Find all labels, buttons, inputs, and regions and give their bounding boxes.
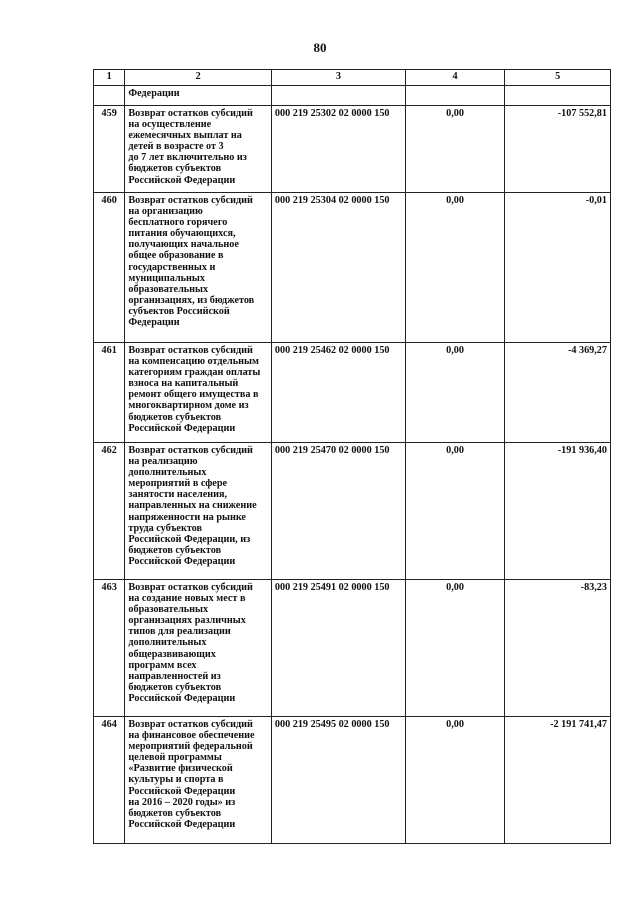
row-col5-cell: -107 552,81 xyxy=(505,106,611,193)
row-col5-cell: -83,23 xyxy=(505,580,611,717)
row-col5-cell: -0,01 xyxy=(505,193,611,343)
row-name-cell: Возврат остатков субсидий на реализацию дополнительных мероприятий в сфере занятости населения, направленных на снижение напряженности на рынке труда субъектов Российской Федерации, из бюджетов субъектов Российской Федерации xyxy=(125,443,272,580)
row-code-cell: 000 219 25304 02 0000 150 xyxy=(271,193,405,343)
row-name-cell: Возврат остатков субсидий на финансовое обеспечение мероприятий федеральной целевой программы «Развитие физической культуры и спорта в Российской Федерации на 2016 – 2020 годы» из бюджетов субъектов Российской Федерации xyxy=(125,717,272,844)
budget-table xyxy=(93,69,611,844)
table-row xyxy=(94,106,611,193)
row-name-cell: Возврат остатков субсидий на создание новых мест в образовательных организациях различных типов для реализации дополнительных общеразвивающих программ всех направленностей из бюджетов субъектов Российской Федерации xyxy=(125,580,272,717)
row-col5-cell: -191 936,40 xyxy=(505,443,611,580)
table-row xyxy=(94,580,611,717)
row-number-cell: 461 xyxy=(94,343,125,443)
header-cell-2: 2 xyxy=(125,70,272,86)
continuation-row xyxy=(94,86,611,106)
continuation-col4-cell xyxy=(405,86,504,106)
row-code-cell: 000 219 25491 02 0000 150 xyxy=(271,580,405,717)
page-number: 80 xyxy=(313,40,327,55)
header-cell-3: 3 xyxy=(271,70,405,86)
row-code-cell: 000 219 25462 02 0000 150 xyxy=(271,343,405,443)
row-col4-cell: 0,00 xyxy=(405,106,504,193)
row-number-cell: 460 xyxy=(94,193,125,343)
row-code-cell: 000 219 25470 02 0000 150 xyxy=(271,443,405,580)
header-cell-1: 1 xyxy=(94,70,125,86)
continuation-code-cell xyxy=(271,86,405,106)
row-col4-cell: 0,00 xyxy=(405,193,504,343)
row-col4-cell: 0,00 xyxy=(405,580,504,717)
row-code-cell: 000 219 25495 02 0000 150 xyxy=(271,717,405,844)
table-row xyxy=(94,193,611,343)
continuation-num-cell xyxy=(94,86,125,106)
row-col5-cell: -4 369,27 xyxy=(505,343,611,443)
row-name-cell: Возврат остатков субсидий на организацию бесплатного горячего питания обучающихся, получающих начальное общее образование в государственных и муниципальных образовательных организациях, из бюджетов субъектов Российской Федерации xyxy=(125,193,272,343)
continuation-col5-cell xyxy=(505,86,611,106)
row-col4-cell: 0,00 xyxy=(405,443,504,580)
row-col4-cell: 0,00 xyxy=(405,343,504,443)
header-cell-5: 5 xyxy=(505,70,611,86)
row-name-cell: Возврат остатков субсидий на компенсацию отдельным категориям граждан оплаты взноса на капитальный ремонт общего имущества в многоквартирном доме из бюджетов субъектов Российской Федерации xyxy=(125,343,272,443)
row-number-cell: 459 xyxy=(94,106,125,193)
row-col4-cell: 0,00 xyxy=(405,717,504,844)
row-name-cell: Возврат остатков субсидий на осуществление ежемесячных выплат на детей в возрасте от 3 до 7 лет включительно из бюджетов субъектов Российской Федерации xyxy=(125,106,272,193)
row-col5-cell: -2 191 741,47 xyxy=(505,717,611,844)
header-cell-4: 4 xyxy=(405,70,504,86)
table-row xyxy=(94,717,611,844)
row-number-cell: 464 xyxy=(94,717,125,844)
table-row xyxy=(94,343,611,443)
continuation-name-cell: Федерации xyxy=(125,86,272,106)
row-number-cell: 463 xyxy=(94,580,125,717)
row-code-cell: 000 219 25302 02 0000 150 xyxy=(271,106,405,193)
header-row xyxy=(94,70,611,86)
row-number-cell: 462 xyxy=(94,443,125,580)
table-row xyxy=(94,443,611,580)
